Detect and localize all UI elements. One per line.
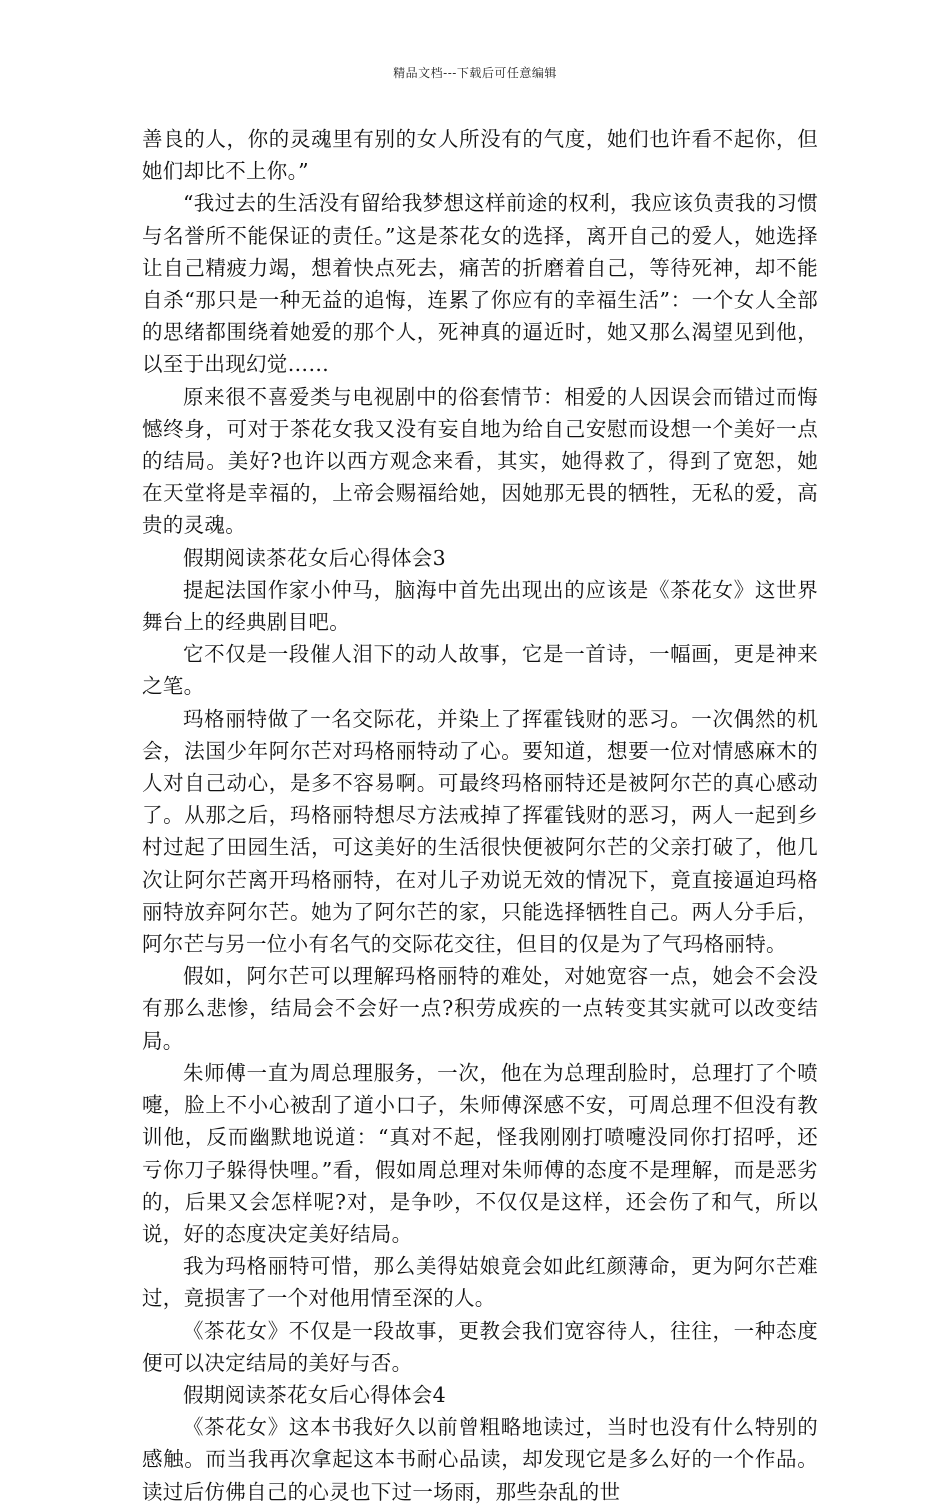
paragraph: 它不仅是一段催人泪下的动人故事，它是一首诗，一幅画，更是神来之笔。 — [142, 642, 818, 699]
paragraph: 原来很不喜爱类与电视剧中的俗套情节：相爱的人因误会而错过而悔憾终身，可对于茶花女我又没有妄自地为给自己安慰而设想一个美好一点的结局。美好?也许以西方观念来看，其实，她得救了，得到了宽恕，她在天堂将是幸福的，上帝会赐福给她，因她那无畏的牺牲，无私的爱，高贵的灵魂。 — [142, 384, 818, 538]
paragraph: 善良的人，你的灵魂里有别的女人所没有的气度，她们也许看不起你，但她们却比不上你。” — [142, 127, 818, 184]
paragraph: 《茶花女》这本书我好久以前曾粗略地读过，当时也没有什么特别的感触。而当我再次拿起这本书耐心品读，却发现它是多么好的一个作品。读过后仿佛自己的心灵也下过一场雨，那些杂乱的世 — [142, 1415, 818, 1504]
paragraph: 《茶花女》不仅是一段故事，更教会我们宽容待人，往往，一种态度便可以决定结局的美好与否。 — [142, 1318, 818, 1375]
page-header: 精品文档---下载后可任意编辑 — [393, 66, 557, 80]
paragraph: 假如，阿尔芒可以理解玛格丽特的难处，对她宽容一点，她会不会没有那么悲惨，结局会不会好一点?积劳成疾的一点转变其实就可以改变结局。 — [142, 964, 818, 1053]
paragraph: 玛格丽特做了一名交际花，并染上了挥霍钱财的恶习。一次偶然的机会，法国少年阿尔芒对玛格丽特动了心。要知道，想要一位对情感麻木的人对自己动心，是多不容易啊。可最终玛格丽特还是被阿尔芒的真心感动了。从那之后，玛格丽特想尽方法戒掉了挥霍钱财的恶习，两人一起到乡村过起了田园生活，可这美好的生活很快便被阿尔芒的父亲打破了，他几次让阿尔芒离开玛格丽特，在对儿子劝说无效的情况下，竟直接逼迫玛格丽特放弃阿尔芒。她为了阿尔芒的家，只能选择牺牲自己。两人分手后，阿尔芒与另一位小有名气的交际花交往，但目的仅是为了气玛格丽特。 — [142, 706, 818, 957]
document-body — [142, 123, 818, 1508]
section-heading: 假期阅读茶花女后心得体会3 — [183, 545, 446, 570]
paragraph: 提起法国作家小仲马，脑海中首先出现出的应该是《茶花女》这世界舞台上的经典剧目吧。 — [142, 577, 818, 635]
paragraph: “我过去的生活没有留给我梦想这样前途的权利，我应该负责我的习惯与名誉所不能保证的责任。”这是茶花女的选择，离开自己的爱人，她选择让自己精疲力竭，想着快点死去，痛苦的折磨着自己，等待死神，却不能自杀“那只是一种无益的追悔，连累了你应有的幸福生活”：一个女人全部的思绪都围绕着她爱的那个人，死神真的逼近时，她又那么渴望见到他，以至于出现幻觉…… — [142, 191, 818, 377]
paragraph: 我为玛格丽特可惜，那么美得姑娘竟会如此红颜薄命，更为阿尔芒难过，竟损害了一个对他用情至深的人。 — [142, 1254, 818, 1311]
section-heading: 假期阅读茶花女后心得体会4 — [183, 1382, 446, 1407]
paragraph: 朱师傅一直为周总理服务，一次，他在为总理刮脸时，总理打了个喷嚏，脸上不小心被刮了道小口子，朱师傅深感不安，可周总理不但没有教训他，反而幽默地说道：“真对不起，怪我刚刚打喷嚏没同你打招呼，还亏你刀子躲得快哩。”看，假如周总理对朱师傅的态度不是理解，而是恶劣的，后果又会怎样呢?对，是争吵，不仅仅是这样，还会伤了和气，所以说，好的态度决定美好结局。 — [142, 1060, 818, 1246]
